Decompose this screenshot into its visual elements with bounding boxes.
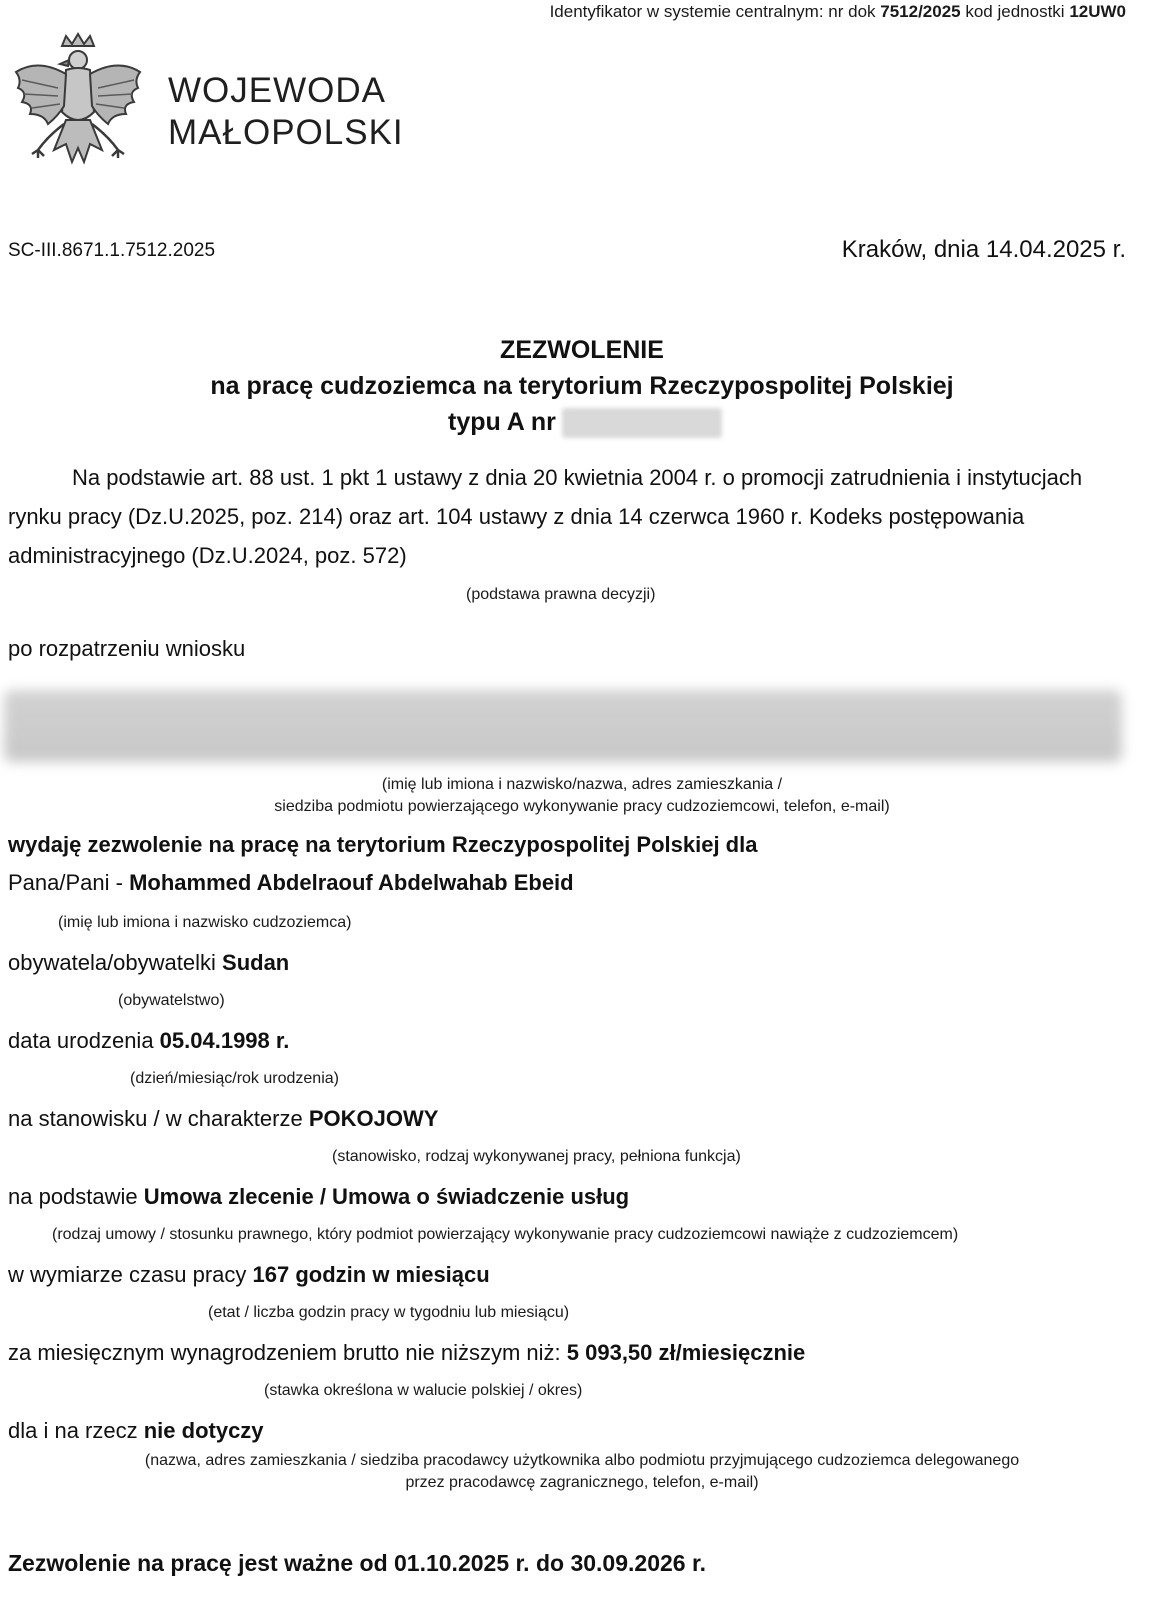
citizenship-label: obywatela/obywatelki [8, 950, 223, 975]
salary-value: 5 093,50 zł/miesięcznie [566, 1340, 806, 1365]
applicant-caption-2: siedziba podmiotu powierzającego wykonywanie pracy cudzoziemcowi, telefon, e-mail) [274, 798, 890, 815]
applicant-caption-1: (imię lub imiona i nazwisko/nazwa, adres zamieszkania / [381, 776, 783, 793]
working-time-line [8, 1262, 490, 1288]
grant-statement [8, 832, 757, 858]
user-employer-caption-1: (nazwa, adres zamieszkania / siedziba pracodawcy użytkownika albo podmiotu przyjmującego cudzoziemca delegowanego [144, 1452, 1020, 1469]
birth-date-caption: (dzień/miesiąc/rok urodzenia) [130, 1070, 339, 1087]
contract-caption: (rodzaj umowy / stosunku prawnego, który podmiot powierzający wykonywanie pracy cudzoziemcowi nawiąże z cudzoziemcem) [52, 1226, 959, 1243]
redacted-applicant-details [4, 690, 1122, 762]
citizenship-value: Sudan [222, 950, 290, 975]
working-time-caption: (etat / liczba godzin pracy w tygodniu lub miesiącu) [208, 1304, 570, 1321]
polish-eagle-emblem-icon [8, 32, 148, 182]
identifier-prefix: Identyfikator w systemie centralnym: nr dok [549, 2, 881, 21]
salary-line [8, 1340, 805, 1366]
birth-date-label: data urodzenia [8, 1028, 160, 1053]
position-line [8, 1106, 438, 1132]
contract-value: Umowa zlecenie / Umowa o świadczenie usług [143, 1184, 630, 1209]
salary-caption: (stawka określona w walucie polskiej / okres) [264, 1382, 583, 1399]
document-title: ZEZWOLENIE [500, 336, 664, 364]
permit-type-line [448, 408, 722, 438]
redacted-permit-number [562, 408, 722, 438]
organization-line-2: MAŁOPOLSKI [168, 113, 404, 152]
working-time-label: w wymiarze czasu pracy [8, 1262, 253, 1287]
application-label: po rozpatrzeniu wniosku [8, 636, 246, 661]
organization-line-1: WOJEWODA [168, 71, 386, 110]
position-caption: (stanowisko, rodzaj wykonywanej pracy, pełniona funkcja) [332, 1148, 741, 1165]
central-system-identifier [550, 2, 1126, 22]
doc-number: 7512/2025 [880, 2, 961, 21]
legal-basis-caption: (podstawa prawna decyzji) [466, 586, 656, 603]
salary-label: za miesięcznym wynagrodzeniem brutto nie niższym niż: [8, 1340, 567, 1365]
foreigner-name-line [8, 870, 574, 896]
citizenship-line [8, 950, 289, 976]
birth-date-value: 05.04.1998 r. [159, 1028, 290, 1053]
foreigner-name-label: Pana/Pani - [8, 870, 130, 895]
position-value: POKOJOWY [308, 1106, 439, 1131]
foreigner-name-caption: (imię lub imiona i nazwisko cudzoziemca) [58, 914, 352, 931]
unit-label: kod jednostki [960, 2, 1070, 21]
contract-line [8, 1184, 629, 1210]
unit-code: 12UW0 [1069, 2, 1126, 21]
birth-date-line [8, 1028, 289, 1054]
user-employer-caption-2: przez pracodawcę zagranicznego, telefon, e-mail) [405, 1474, 759, 1491]
case-reference: SC-III.8671.1.7512.2025 [8, 240, 216, 261]
document-subtitle: na pracę cudzoziemca na terytorium Rzeczypospolitej Polskiej [210, 372, 954, 400]
position-label: na stanowisku / w charakterze [8, 1106, 309, 1131]
permit-validity: Zezwolenie na pracę jest ważne od 01.10.2025 r. do 30.09.2026 r. [8, 1550, 707, 1576]
working-time-value: 167 godzin w miesiącu [252, 1262, 490, 1287]
place-and-date: Kraków, dnia 14.04.2025 r. [841, 236, 1126, 263]
user-employer-value: nie dotyczy [143, 1418, 264, 1443]
citizenship-caption: (obywatelstwo) [118, 992, 225, 1009]
foreigner-name: Mohammed Abdelraouf Abdelwahab Ebeid [129, 870, 574, 895]
legal-basis-text: Na podstawie art. 88 ust. 1 pkt 1 ustawy z dnia 20 kwietnia 2004 r. o promocji zatrudnienia i instytucjach rynku pracy (Dz.U.2025, poz. 214) oraz art. 104 ustawy z dnia 14 czerwca 1960 r. Kodeks postępowania administracyjnego (Dz.U.2024, poz. 572) [8, 465, 1083, 568]
grant-text: wydaję zezwolenie na pracę na terytorium Rzeczypospolitej Polskiej dla [8, 832, 758, 857]
permit-type-label: typu A nr [448, 408, 556, 436]
organization-name [168, 70, 404, 154]
user-employer-label: dla i na rzecz [8, 1418, 144, 1443]
contract-label: na podstawie [8, 1184, 144, 1209]
user-employer-line [8, 1418, 264, 1444]
